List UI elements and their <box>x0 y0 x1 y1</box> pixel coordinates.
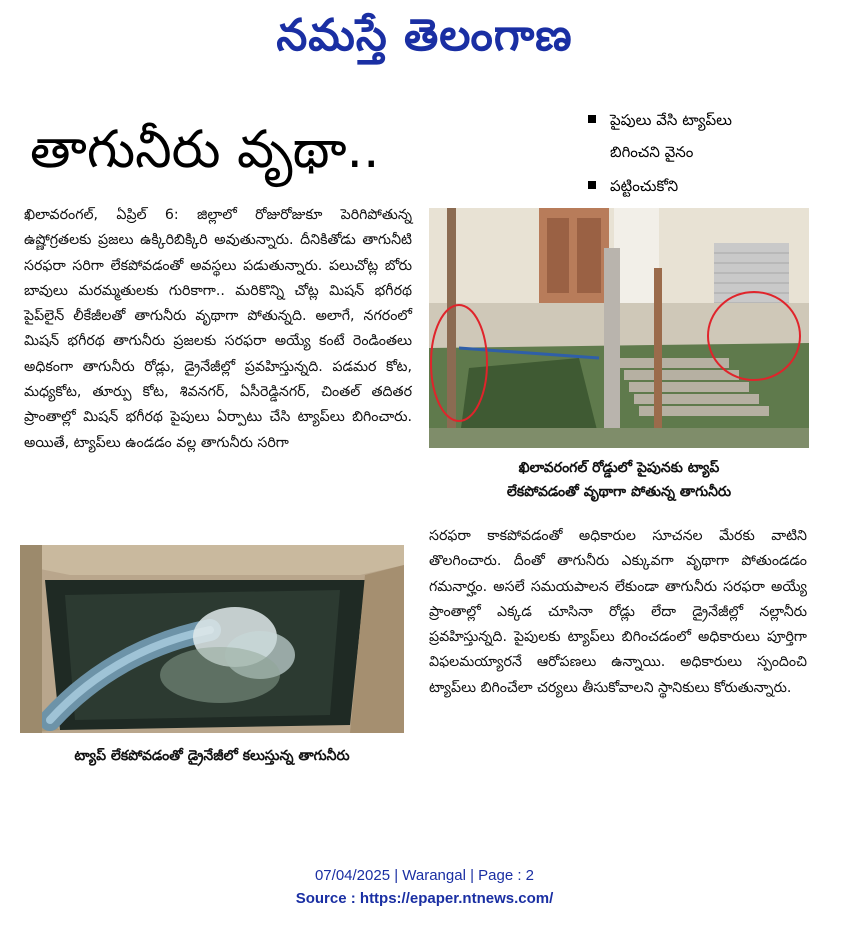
page-footer <box>0 864 849 910</box>
street-pipe-illustration <box>429 208 809 448</box>
street-pipe-photo <box>429 208 809 448</box>
caption-line: ఖిలావరంగల్‌ రోడ్డులో పైపునకు ట్యాప్‌ <box>518 460 720 476</box>
footer-dateline: 07/04/2025 | Warangal | Page : 2 <box>314 867 535 884</box>
drain-water-photo <box>20 545 404 733</box>
drain-photo-caption: ట్యాప్‌ లేకపోవడంతో డ్రైనేజీలో కలుస్తున్న తాగునీరు <box>74 748 350 764</box>
article-paragraph: ఖిలావరంగల్‌, ఏప్రిల్‌ 6: జిల్లాలో రోజురోజుకూ పెరిగిపోతున్న ఉష్ణోగ్రతలకు ప్రజలు ఉక్కిరిబిక్కిరి అవుతున్నారు. దీనికితోడు తాగునీటి సరఫరా సరిగా లేకపోవడంతో అవస్థలు పడుతున్నారు. పలుచోట్ల బోరు బావులు మరమ్మతులకు గురికాగా.. మరికొన్ని చోట్ల మిషన్‌ భగీరథ పైప్‌లైన్‌ లీకేజీలతో తాగునీరు వృథాగా పోతున్నది. అలాగే, నగరంలో మిషన్‌ భగీరథ తాగునీరు ప్రజలకు సరఫరా అయ్యే కంటే రెండింతలు అధికంగా తాగునీరు రోడ్లు, డ్రైనేజీల్లో ప్రవహిస్తున్నది. పడమర కోట, మధ్యకోట, తూర్పు కోట, శివనగర్‌, ఏసీరెడ్డినగర్‌, చింతల్‌ తదితర ప్రాంతాల్లో మిషన్‌ భగీరథ పైపులు ఏర్పాటు చేసి ట్యాప్‌లు బిగించారు. అయితే, ట్యాప్‌లు ఉండడం వల్ల తాగునీరు సరిగా <box>24 207 412 451</box>
article-paragraph: సరఫరా కాకపోవడంతో అధికారుల సూచనల మేరకు వాటిని తొలగించారు. దీంతో తాగునీరు ఎక్కువగా వృథాగా పోతుండడం గమనార్హం. అసలే సమయపాలన లేకుండా తాగునీరు సరఫరా అయ్యే ప్రాంతాల్లో ఎక్కడ చూసినా రోడ్లు లేదా డ్రైనేజీల్లో నల్లానీరు ప్రవహిస్తున్నది. పైపులకు ట్యాప్‌లు బిగించడంలో అధికారులు పూర్తిగా విఫలమయ్యారనే ఆరోపణలు ఉన్నాయి. అధికారులు స్పందించి ట్యాప్‌లు బిగించేలా చర్యలు తీసుకోవాలని స్థానికులు కోరుతున్నారు. <box>429 528 807 696</box>
newspaper-masthead: నమస్తే తెలంగాణ <box>276 10 573 61</box>
bullet-line: పట్టించుకోని <box>610 177 679 195</box>
bullet-square-icon <box>588 115 596 123</box>
bullet-square-icon <box>588 181 596 189</box>
caption-line: లేకపోవడంతో వృథాగా పోతున్న తాగునీరు <box>506 484 732 500</box>
article-body-right-column <box>429 524 807 701</box>
footer-source-link[interactable]: Source : https://epaper.ntnews.com/ <box>295 890 554 907</box>
bullet-line: బిగించని వైనం <box>610 143 694 161</box>
bullet-line: పైపులు వేసి ట్యాప్‌లు <box>610 111 732 129</box>
bullet-item <box>588 104 838 168</box>
article-body-left-column <box>24 203 412 456</box>
article-headline: తాగునీరు వృథా.. <box>30 120 380 180</box>
drain-water-illustration <box>20 545 404 733</box>
street-photo-caption <box>429 456 809 504</box>
